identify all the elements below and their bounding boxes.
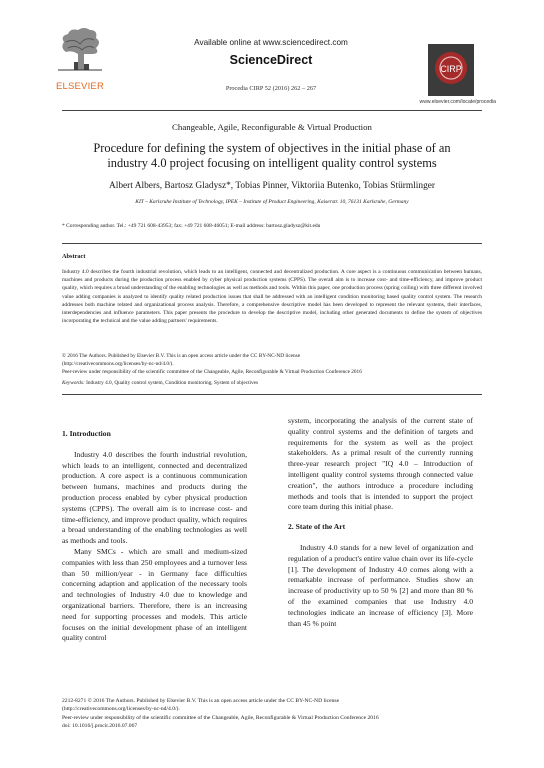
keywords-label: Keywords:: [62, 380, 85, 386]
abstract-bottom-divider: [62, 394, 482, 395]
keywords-list: Industry 4.0, Quality control system, Condition monitoring, System of objectives: [84, 380, 259, 386]
section-1-paragraph-3: system, incorporating the analysis of the current state of quality control systems and the definition of targets and requirements for the system as well as the project stakeholders. As a primal result of the currently running three-year research project "IQ 4.0 – Introduction of intelligent quality control systems through connected value creation", the authors introduce a procedure including methods and tools that is intended to support the project core team during this initial phase.: [288, 416, 473, 512]
masthead: [140, 38, 402, 92]
header-divider: [62, 110, 482, 111]
section-2-paragraph-1: Industry 4.0 stands for a new level of organization and regulation of a product's entire value chain over its life-cycle [1]. The development of Industry 4.0 comes along with a remarkable increase of performance. Studies show an increase of productivity up to 50 % [2] and more than 80 % of the examined companies that use Industry 4.0 technologies indicate an increase of efficiency [3]. More than 45 % point: [288, 542, 473, 628]
cirp-logo-icon: [428, 44, 474, 96]
author-list: Albert Albers, Bartosz Gladysz*, Tobias Pinner, Viktoriia Butenko, Tobias Stürmlinger: [108, 181, 436, 191]
left-column: [62, 429, 247, 644]
elsevier-tree-icon: [56, 24, 104, 72]
elsevier-logo: [50, 24, 110, 92]
cirp-cover-logo: [428, 44, 474, 96]
abstract-heading: Abstract: [62, 253, 86, 260]
title-line-1: Procedure for defining the system of objectives in the initial phase of an: [93, 141, 451, 155]
corresponding-author-note: * Corresponding author. Tel.: +49 721 608-43953; fax: +49 721 608-46051; E-mail address: bartosz.gladysz@kit.edu: [62, 223, 321, 229]
footer: [62, 697, 482, 731]
footer-line-1: 2212-8271 © 2016 The Authors. Published by Elsevier B.V. This is an open access article under the CC BY-NC-ND license: [62, 698, 340, 704]
abstract-body: Industry 4.0 describes the fourth industrial revolution, which leads to an intelligent, connected and decentralized production. A core aspect is a continuous communication between humans, machines and products during the production process enabled by cyber physical production systems (CPPS). The overall aim is to increase cost- and time-efficiency, and improve product quality, which requires a broad understanding of the enabling technologies as well as methods and tools. Within this paper, one production process (spring coiling) with three different involved value adding companies is analyzed to identify quality related production issues that shall be addressed with an intelligent condition monitoring based quality control system. The research addresses both machine related and organizational process analysis. Therefore, a comprehensive descriptive model has been developed to represent the relevant systems, their interfaces, interdependencies and influence parameters. This paper presents the procedure to develop the descriptive model, including other generated documents to define the system of objectives incorporating the technical and the value adding partners' requirements.: [62, 269, 482, 325]
footer-license-link[interactable]: (http://creativecommons.org/licenses/by-nc-nd/4.0/).: [62, 706, 180, 713]
svg-text:CIRP: CIRP: [440, 64, 462, 74]
license-link[interactable]: (http://creativecommons.org/licenses/by-nc-nd/4.0/).: [62, 361, 174, 367]
affiliation: KIT – Karlsruhe Institute of Technology, IPEK – Institute of Product Engineering, Kaiserstr. 10, 76131 Karlsruhe, Germany: [135, 199, 409, 205]
section-1-heading: 1. Introduction: [62, 429, 111, 438]
section-1-paragraph-2: Many SMCs - which are small and medium-sized companies with less than 250 employees and a turnover less than 50 million/year - in Germany face difficulties concerning adaption and application of the necessary tools and technologies of Industry 4.0 due to knowledge and organizational barriers. Therefore, there is an increasing need for supporting processes and models. This article focuses on the initial development phase of an intelligent quality control: [62, 546, 247, 643]
journal-citation: Procedia CIRP 52 (2016) 262 – 267: [225, 85, 317, 92]
conference-category: Changeable, Agile, Reconfigurable & Virtual Production: [172, 122, 372, 132]
right-column: [288, 416, 473, 629]
footer-line-3: Peer-review under responsibility of the scientific committee of the Changeable, Agile, Reconfigurable & Virtual Production Conference 2016: [62, 714, 379, 721]
available-online-link[interactable]: Available online at www.sciencedirect.com: [194, 38, 348, 47]
paper-title: [62, 141, 482, 171]
license-line-1: © 2016 The Authors. Published by Elsevier B.V. This is an open access article under the CC BY-NC-ND license: [62, 353, 301, 359]
title-line-2: industry 4.0 project focusing on intelligent quality control systems: [107, 156, 437, 170]
abstract-top-divider: [62, 243, 482, 244]
section-2-heading: 2. State of the Art: [288, 522, 346, 532]
sciencedirect-logo: ScienceDirect: [229, 53, 313, 67]
keywords: [62, 380, 482, 386]
abstract-license: [62, 352, 482, 376]
license-line-3: Peer-review under responsibility of the scientific committee of the Changeable, Agile, Reconfigurable & Virtual Production Conference 2016: [62, 369, 362, 375]
journal-url-link[interactable]: www.elsevier.com/locate/procedia: [419, 99, 496, 105]
publisher-wordmark: ELSEVIER: [55, 81, 105, 92]
section-1-paragraph-1: Industry 4.0 describes the fourth industrial revolution, which leads to an intelligent, connected and decentralized production. A core aspect is a continuous communication between humans, machines and products during the production process enabled by cyber physical production systems (CPPS). The overall aim is to increase cost- and time-efficiency, and improve product quality, which requires a broad understanding of the enabling technologies as well as methods and tools.: [62, 449, 247, 546]
footer-doi[interactable]: doi: 10.1016/j.procir.2016.07.067: [62, 723, 138, 730]
